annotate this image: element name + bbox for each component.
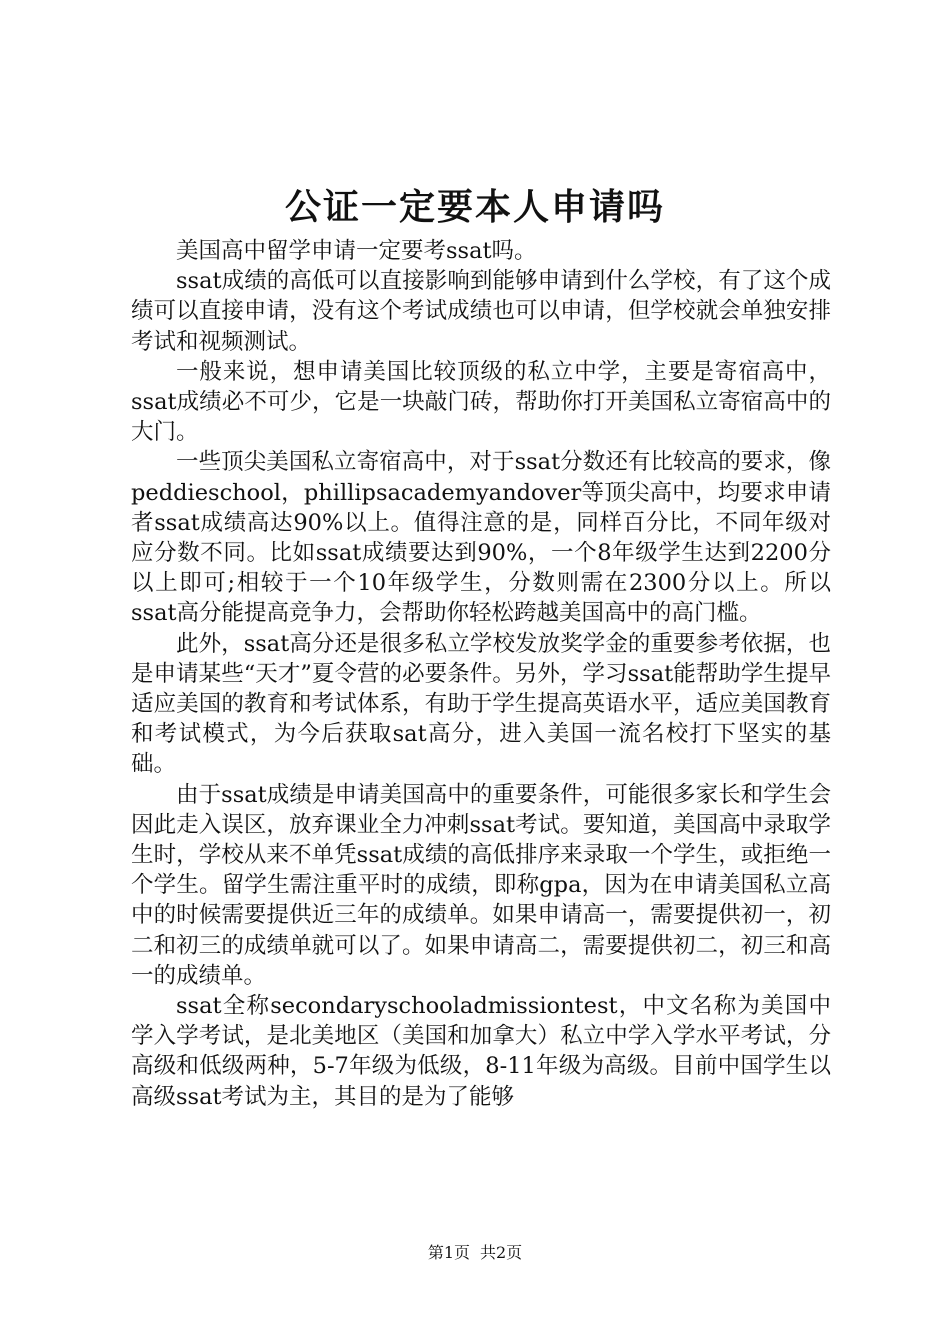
page-footer	[0, 1242, 950, 1264]
document-title: 公证一定要本人申请吗	[284, 187, 665, 228]
paragraph: 美国高中留学申请一定要考ssat吗。	[176, 238, 537, 264]
document-body	[131, 236, 831, 1112]
paragraph: 此外，ssat高分还是很多私立学校发放奖学金的重要参考依据，也是申请某些“天才”夏令营的必要条件。另外，学习ssat能帮助学生提早适应美国的教育和考试体系，有助于学生提高英语水平，适应美国教育和考试模式，为今后获取sat高分，进入美国一流名校打下坚实的基础。	[131, 630, 831, 778]
page-number: 第1页	[427, 1243, 470, 1262]
paragraph: ssat成绩的高低可以直接影响到能够申请到什么学校，有了这个成绩可以直接申请，没有这个考试成绩也可以申请，但学校就会单独安排考试和视频测试。	[131, 268, 831, 355]
paragraph: 一些顶尖美国私立寄宿高中，对于ssat分数还有比较高的要求，像peddieschool，phillipsacademyandover等顶尖高中，均要求申请者ssat成绩高达90%以上。值得注意的是，同样百分比，不同年级对应分数不同。比如ssat成绩要达到90%，一个8年级学生达到2200分以上即可;相较于一个10年级学生，分数则需在2300分以上。所以ssat高分能提高竞争力，会帮助你轻松跨越美国高中的高门槛。	[131, 449, 831, 627]
paragraph: ssat全称secondaryschooladmissiontest，中文名称为美国中学入学考试，是北美地区（美国和加拿大）私立中学入学水平考试，分高级和低级两种，5-7年级为低级，8-11年级为高级。目前中国学生以高级ssat考试为主，其目的是为了能够	[131, 993, 831, 1110]
paragraph: 由于ssat成绩是申请美国高中的重要条件，可能很多家长和学生会因此走入误区，放弃课业全力冲刺ssat考试。要知道，美国高中录取学生时，学校从来不单凭ssat成绩的高低排序来录取一个学生，或拒绝一个学生。留学生需注重平时的成绩，即称gpa，因为在申请美国私立高中的时候需要提供近三年的成绩单。如果申请高一，需要提供初一，初二和初三的成绩单就可以了。如果申请高二，需要提供初二，初三和高一的成绩单。	[131, 781, 831, 989]
paragraph: 一般来说，想申请美国比较顶级的私立中学，主要是寄宿高中，ssat成绩必不可少，它是一块敲门砖，帮助你打开美国私立寄宿高中的大门。	[131, 358, 831, 446]
page-total: 共2页	[480, 1243, 523, 1262]
